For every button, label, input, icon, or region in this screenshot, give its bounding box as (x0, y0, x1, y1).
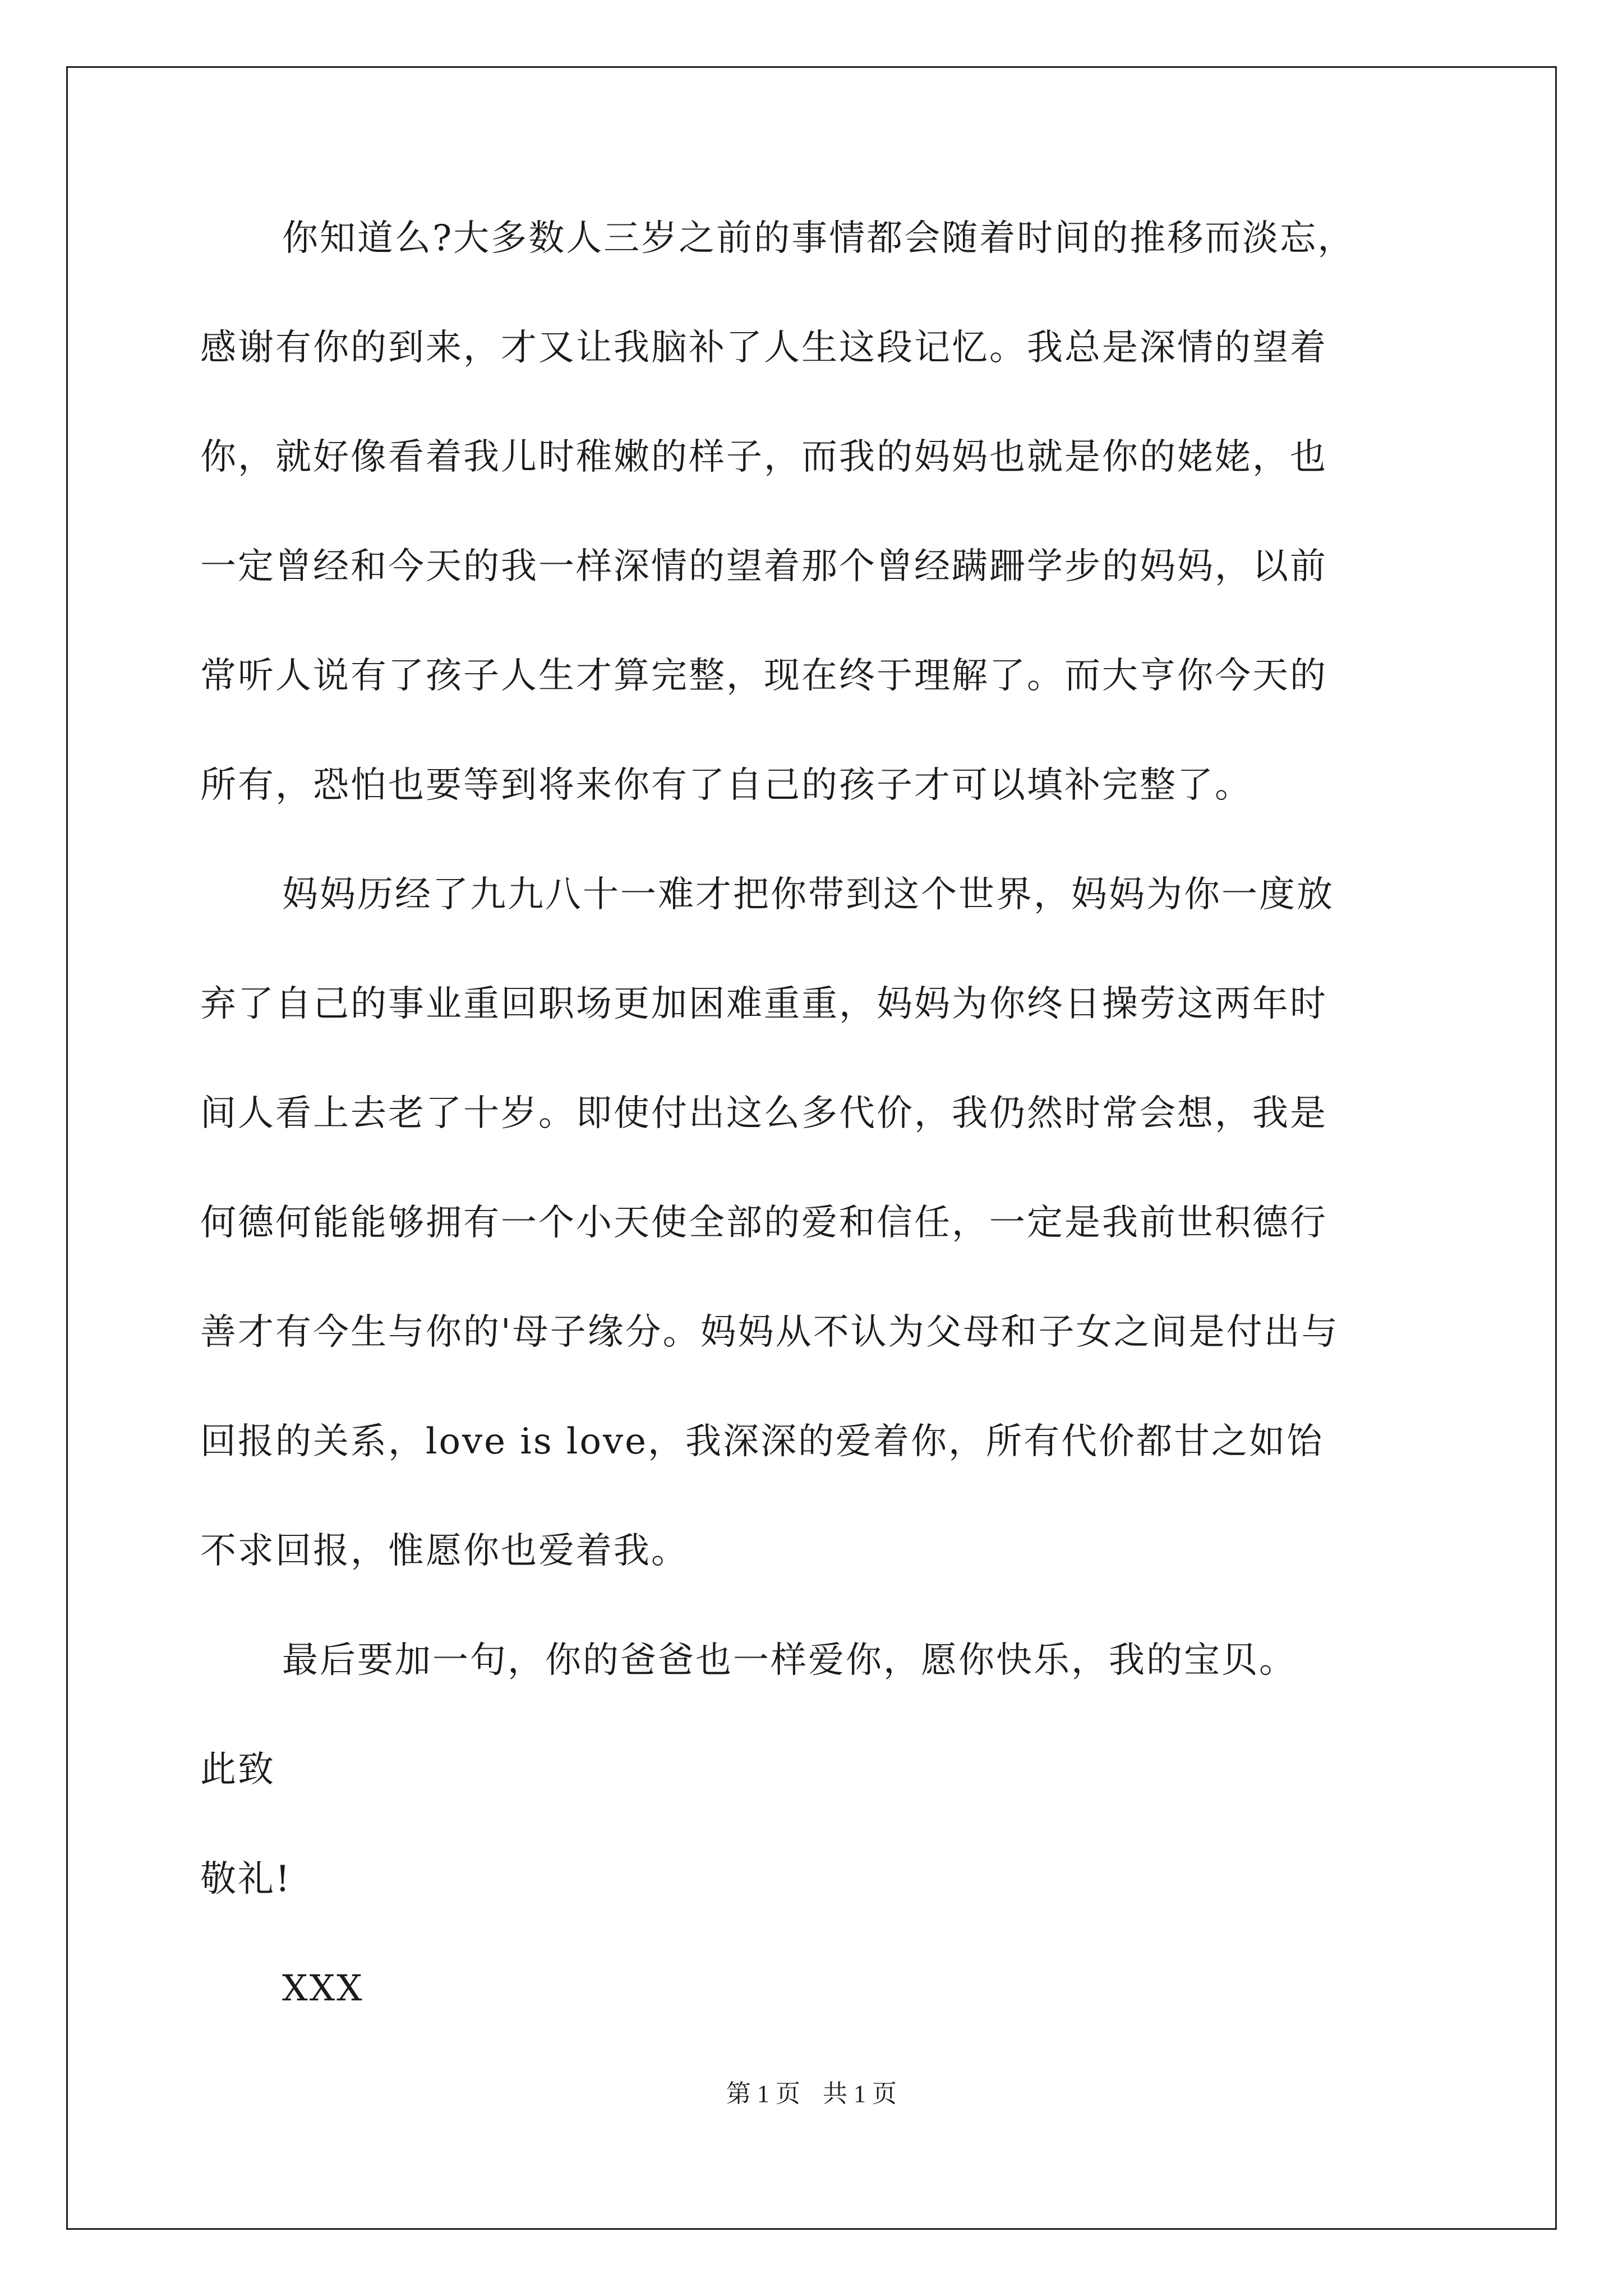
page-number: 第 1 页 (726, 2080, 800, 2108)
page-border (66, 66, 1557, 2230)
signature: XXX (282, 1968, 364, 2009)
text-line: 弃了自己的事业重回职场更加困难重重，妈妈为你终日操劳这两年时 (200, 983, 1327, 1025)
text-line: 最后要加一句，你的爸爸也一样爱你，愿你快乐，我的宝贝。 (282, 1640, 1297, 1681)
text-line: 所有，恐怕也要等到将来你有了自己的孩子才可以填补完整了。 (200, 765, 1252, 806)
text-line: 妈妈历经了九九八十一难才把你带到这个世界，妈妈为你一度放 (282, 874, 1334, 915)
text-line: 一定曾经和今天的我一样深情的望着那个曾经蹒跚学步的妈妈，以前 (200, 546, 1327, 587)
text-line: 善才有今生与你的'母子缘分。妈妈从不认为父母和子女之间是付出与 (200, 1312, 1339, 1353)
page-footer (0, 2078, 1623, 2110)
text-line: 你知道么?大多数人三岁之前的事情都会随着时间的推移而淡忘， (282, 218, 1355, 259)
text-line: 间人看上去老了十岁。即使付出这么多代价，我仍然时常会想，我是 (200, 1093, 1327, 1134)
text-line: 你，就好像看着我儿时稚嫩的样子，而我的妈妈也就是你的姥姥，也 (200, 436, 1327, 478)
text-line: 回报的关系，love is love，我深深的爱着你，所有代价都甘之如饴 (200, 1421, 1325, 1462)
text-line: 常听人说有了孩子人生才算完整，现在终于理解了。而大亨你今天的 (200, 655, 1327, 697)
text-line: 不求回报，惟愿你也爱着我。 (200, 1530, 689, 1572)
closing-salutation: 此致 (200, 1749, 275, 1791)
closing-regards: 敬礼! (200, 1858, 292, 1900)
page-count: 共 1 页 (823, 2080, 897, 2108)
text-line: 何德何能能够拥有一个小天使全部的爱和信任，一定是我前世积德行 (200, 1202, 1327, 1244)
text-line: 感谢有你的到来，才又让我脑补了人生这段记忆。我总是深情的望着 (200, 327, 1327, 369)
